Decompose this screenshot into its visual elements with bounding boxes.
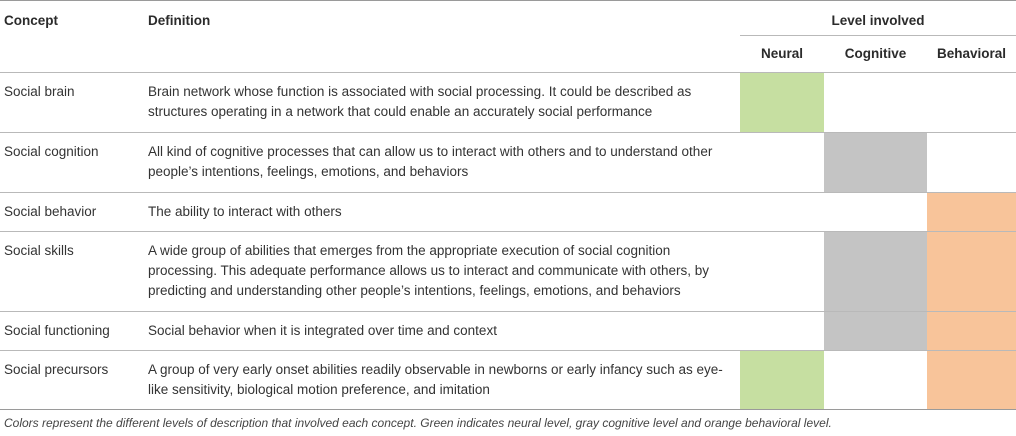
behavioral-level-marker — [927, 232, 1016, 311]
behavioral-level-marker — [927, 193, 1016, 231]
table-row — [0, 133, 1016, 193]
definition-cell: Social behavior when it is integrated over time and context — [148, 323, 497, 338]
behavioral-header: Behavioral — [936, 46, 1007, 61]
cognitive-level-marker — [824, 133, 927, 192]
definition-cell: A group of very early onset abilities readily observable in newborns or early infancy such as eye-like sensitivity, biological motion preference, and imitation — [148, 362, 723, 397]
concept-header: Concept — [4, 13, 58, 28]
concept-cell: Social brain — [4, 84, 75, 99]
cognitive-level-marker — [824, 232, 927, 311]
header-row — [0, 0, 1016, 36]
subheader-row — [0, 36, 1016, 73]
table-row — [0, 232, 1016, 312]
level-involved-label: Level involved — [831, 13, 925, 28]
table-row — [0, 73, 1016, 133]
concept-cell: Social skills — [4, 243, 74, 258]
neural-level-marker — [740, 73, 824, 132]
cognitive-level-marker — [824, 312, 927, 350]
table-row — [0, 351, 1016, 410]
behavioral-level-marker — [927, 312, 1016, 350]
table-row — [0, 312, 1016, 351]
table-caption: Colors represent the different levels of description that involved each concept. Green indicates neural level, gray cognitive level and orange behavioral level. — [4, 416, 832, 430]
definition-header: Definition — [148, 13, 211, 28]
neural-level-marker — [740, 351, 824, 409]
concept-cell: Social functioning — [4, 323, 110, 338]
definition-cell: All kind of cognitive processes that can allow us to interact with others and to understand other people’s intentions, feelings, emotions, and behaviors — [148, 144, 713, 179]
cognitive-header: Cognitive — [844, 46, 907, 61]
definition-cell: The ability to interact with others — [148, 204, 342, 219]
definition-cell: A wide group of abilities that emerges from the appropriate execution of social cognition processing. This adequate performance allows us to interact and communicate with others, by predicting and understanding other people’s intentions, feelings, emotions, and behaviors — [148, 243, 710, 298]
level-involved-header — [740, 1, 1016, 36]
concept-cell: Social precursors — [4, 362, 109, 377]
table-row — [0, 193, 1016, 232]
behavioral-level-marker — [927, 351, 1016, 409]
concept-cell: Social behavior — [4, 204, 97, 219]
neural-header: Neural — [760, 46, 804, 61]
definition-cell: Brain network whose function is associated with social processing. It could be described as structures operating in a network that could enable an accurately social performance — [148, 84, 692, 119]
concept-cell: Social cognition — [4, 144, 99, 159]
